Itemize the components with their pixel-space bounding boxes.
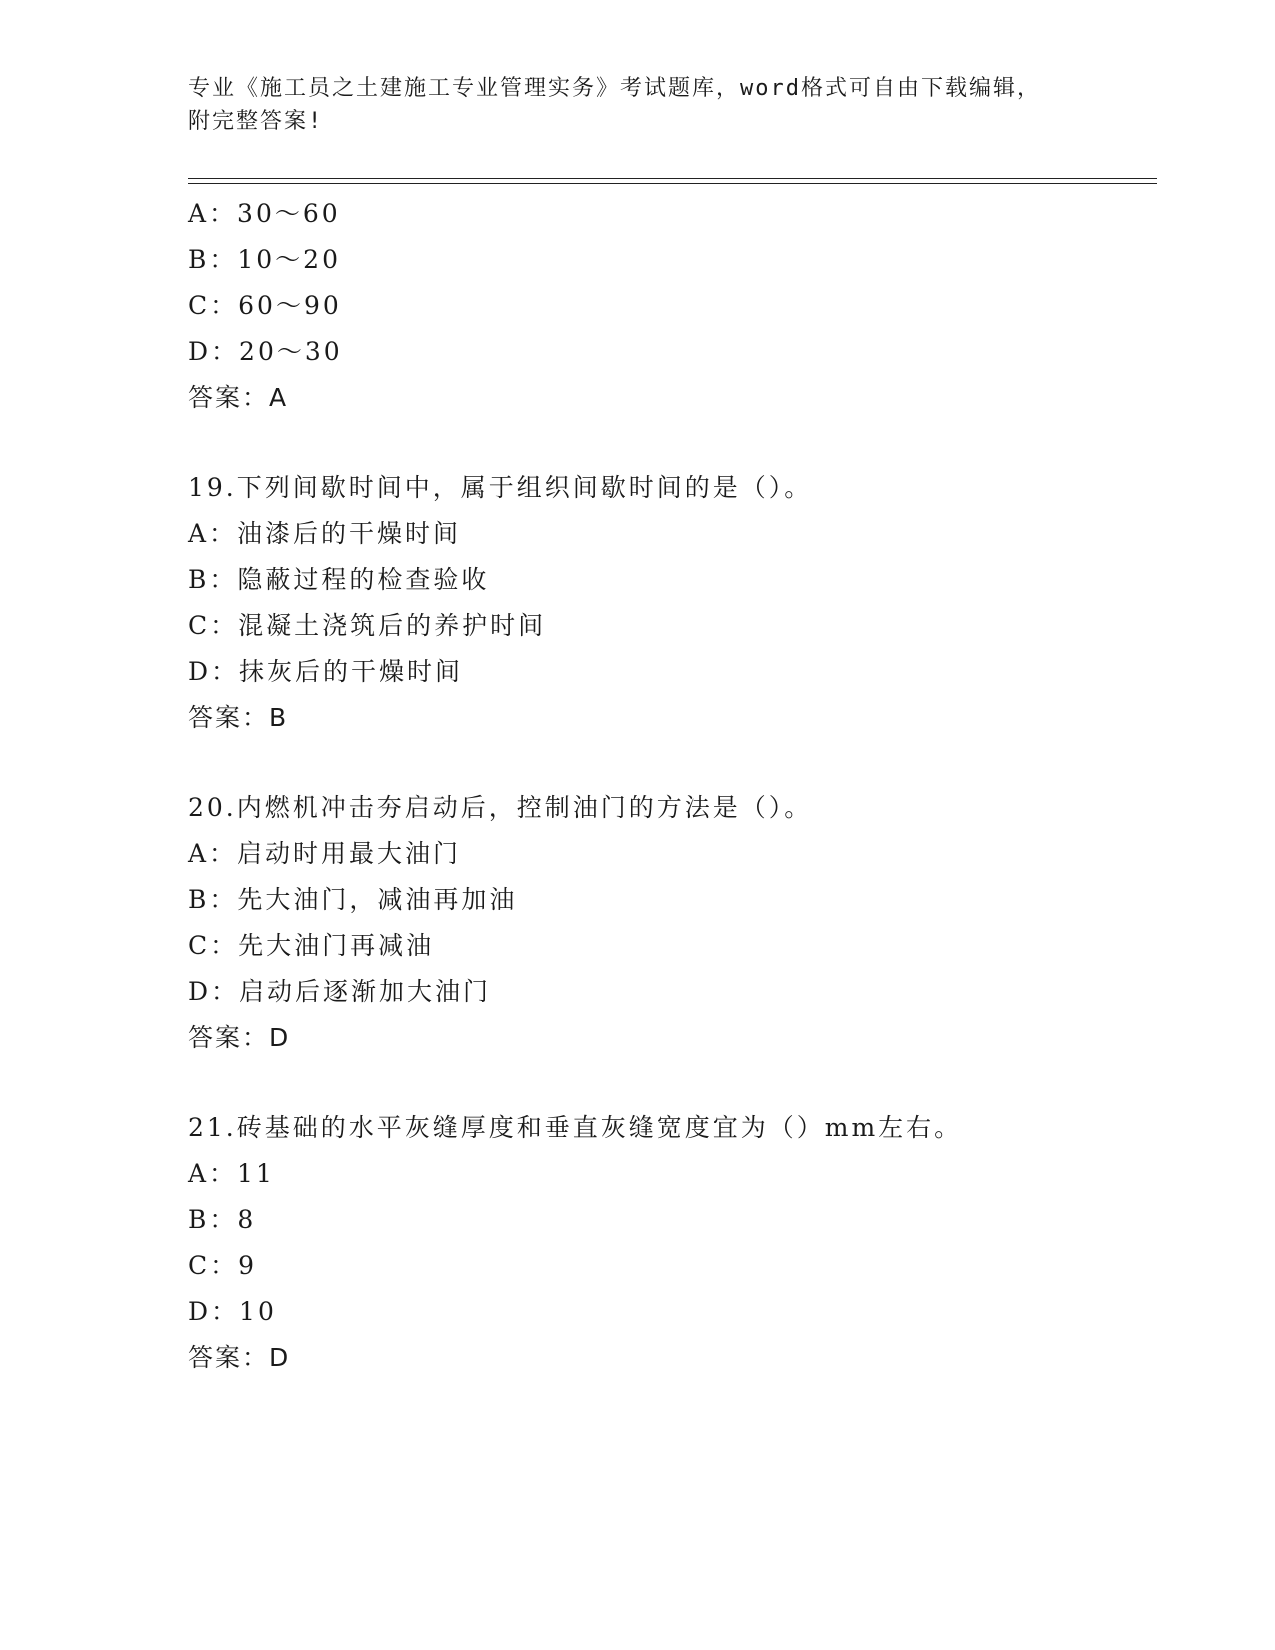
option-d: D：10: [188, 1297, 277, 1326]
option-c: C：60～90: [188, 291, 342, 320]
option-a: A：油漆后的干燥时间: [188, 519, 462, 548]
option-b: B：8: [188, 1205, 257, 1234]
header-divider-top: [188, 178, 1157, 179]
question-text: 20.内燃机冲击夯启动后，控制油门的方法是（）。: [188, 793, 813, 822]
option-c: C：9: [188, 1251, 258, 1280]
header-line-2: 附完整答案!: [188, 109, 324, 134]
answer-line: 答案：B: [188, 703, 289, 732]
answer-line: 答案：D: [188, 1023, 291, 1052]
option-c: C：混凝土浇筑后的养护时间: [188, 611, 547, 640]
answer-line: 答案：A: [188, 383, 289, 412]
option-d: D：20～30: [188, 337, 343, 366]
question-19-block: [188, 465, 1148, 741]
question-list: [188, 191, 1148, 1381]
spacer: [188, 421, 1148, 465]
document-header: [188, 72, 1088, 138]
option-d: D：抹灰后的干燥时间: [188, 657, 464, 686]
question-21-block: [188, 1105, 1148, 1381]
spacer: [188, 1061, 1148, 1105]
option-b: B：先大油门，减油再加油: [188, 885, 518, 914]
header-divider-bottom: [188, 183, 1157, 184]
question-20-block: [188, 785, 1148, 1061]
answer-line: 答案：D: [188, 1343, 291, 1372]
option-c: C：先大油门再减油: [188, 931, 435, 960]
option-a: A：30～60: [188, 199, 341, 228]
option-b: B：隐蔽过程的检查验收: [188, 565, 490, 594]
option-a: A：11: [188, 1159, 275, 1188]
option-b: B：10～20: [188, 245, 341, 274]
question-text: 19.下列间歇时间中，属于组织间歇时间的是（）。: [188, 473, 813, 502]
spacer: [188, 741, 1148, 785]
question-text: 21.砖基础的水平灰缝厚度和垂直灰缝宽度宜为（）mm左右。: [188, 1113, 963, 1142]
question-18-block: [188, 191, 1148, 421]
option-a: A：启动时用最大油门: [188, 839, 462, 868]
option-d: D：启动后逐渐加大油门: [188, 977, 492, 1006]
header-line-1: 专业《施工员之土建施工专业管理实务》考试题库，word格式可自由下载编辑，: [188, 76, 1041, 101]
